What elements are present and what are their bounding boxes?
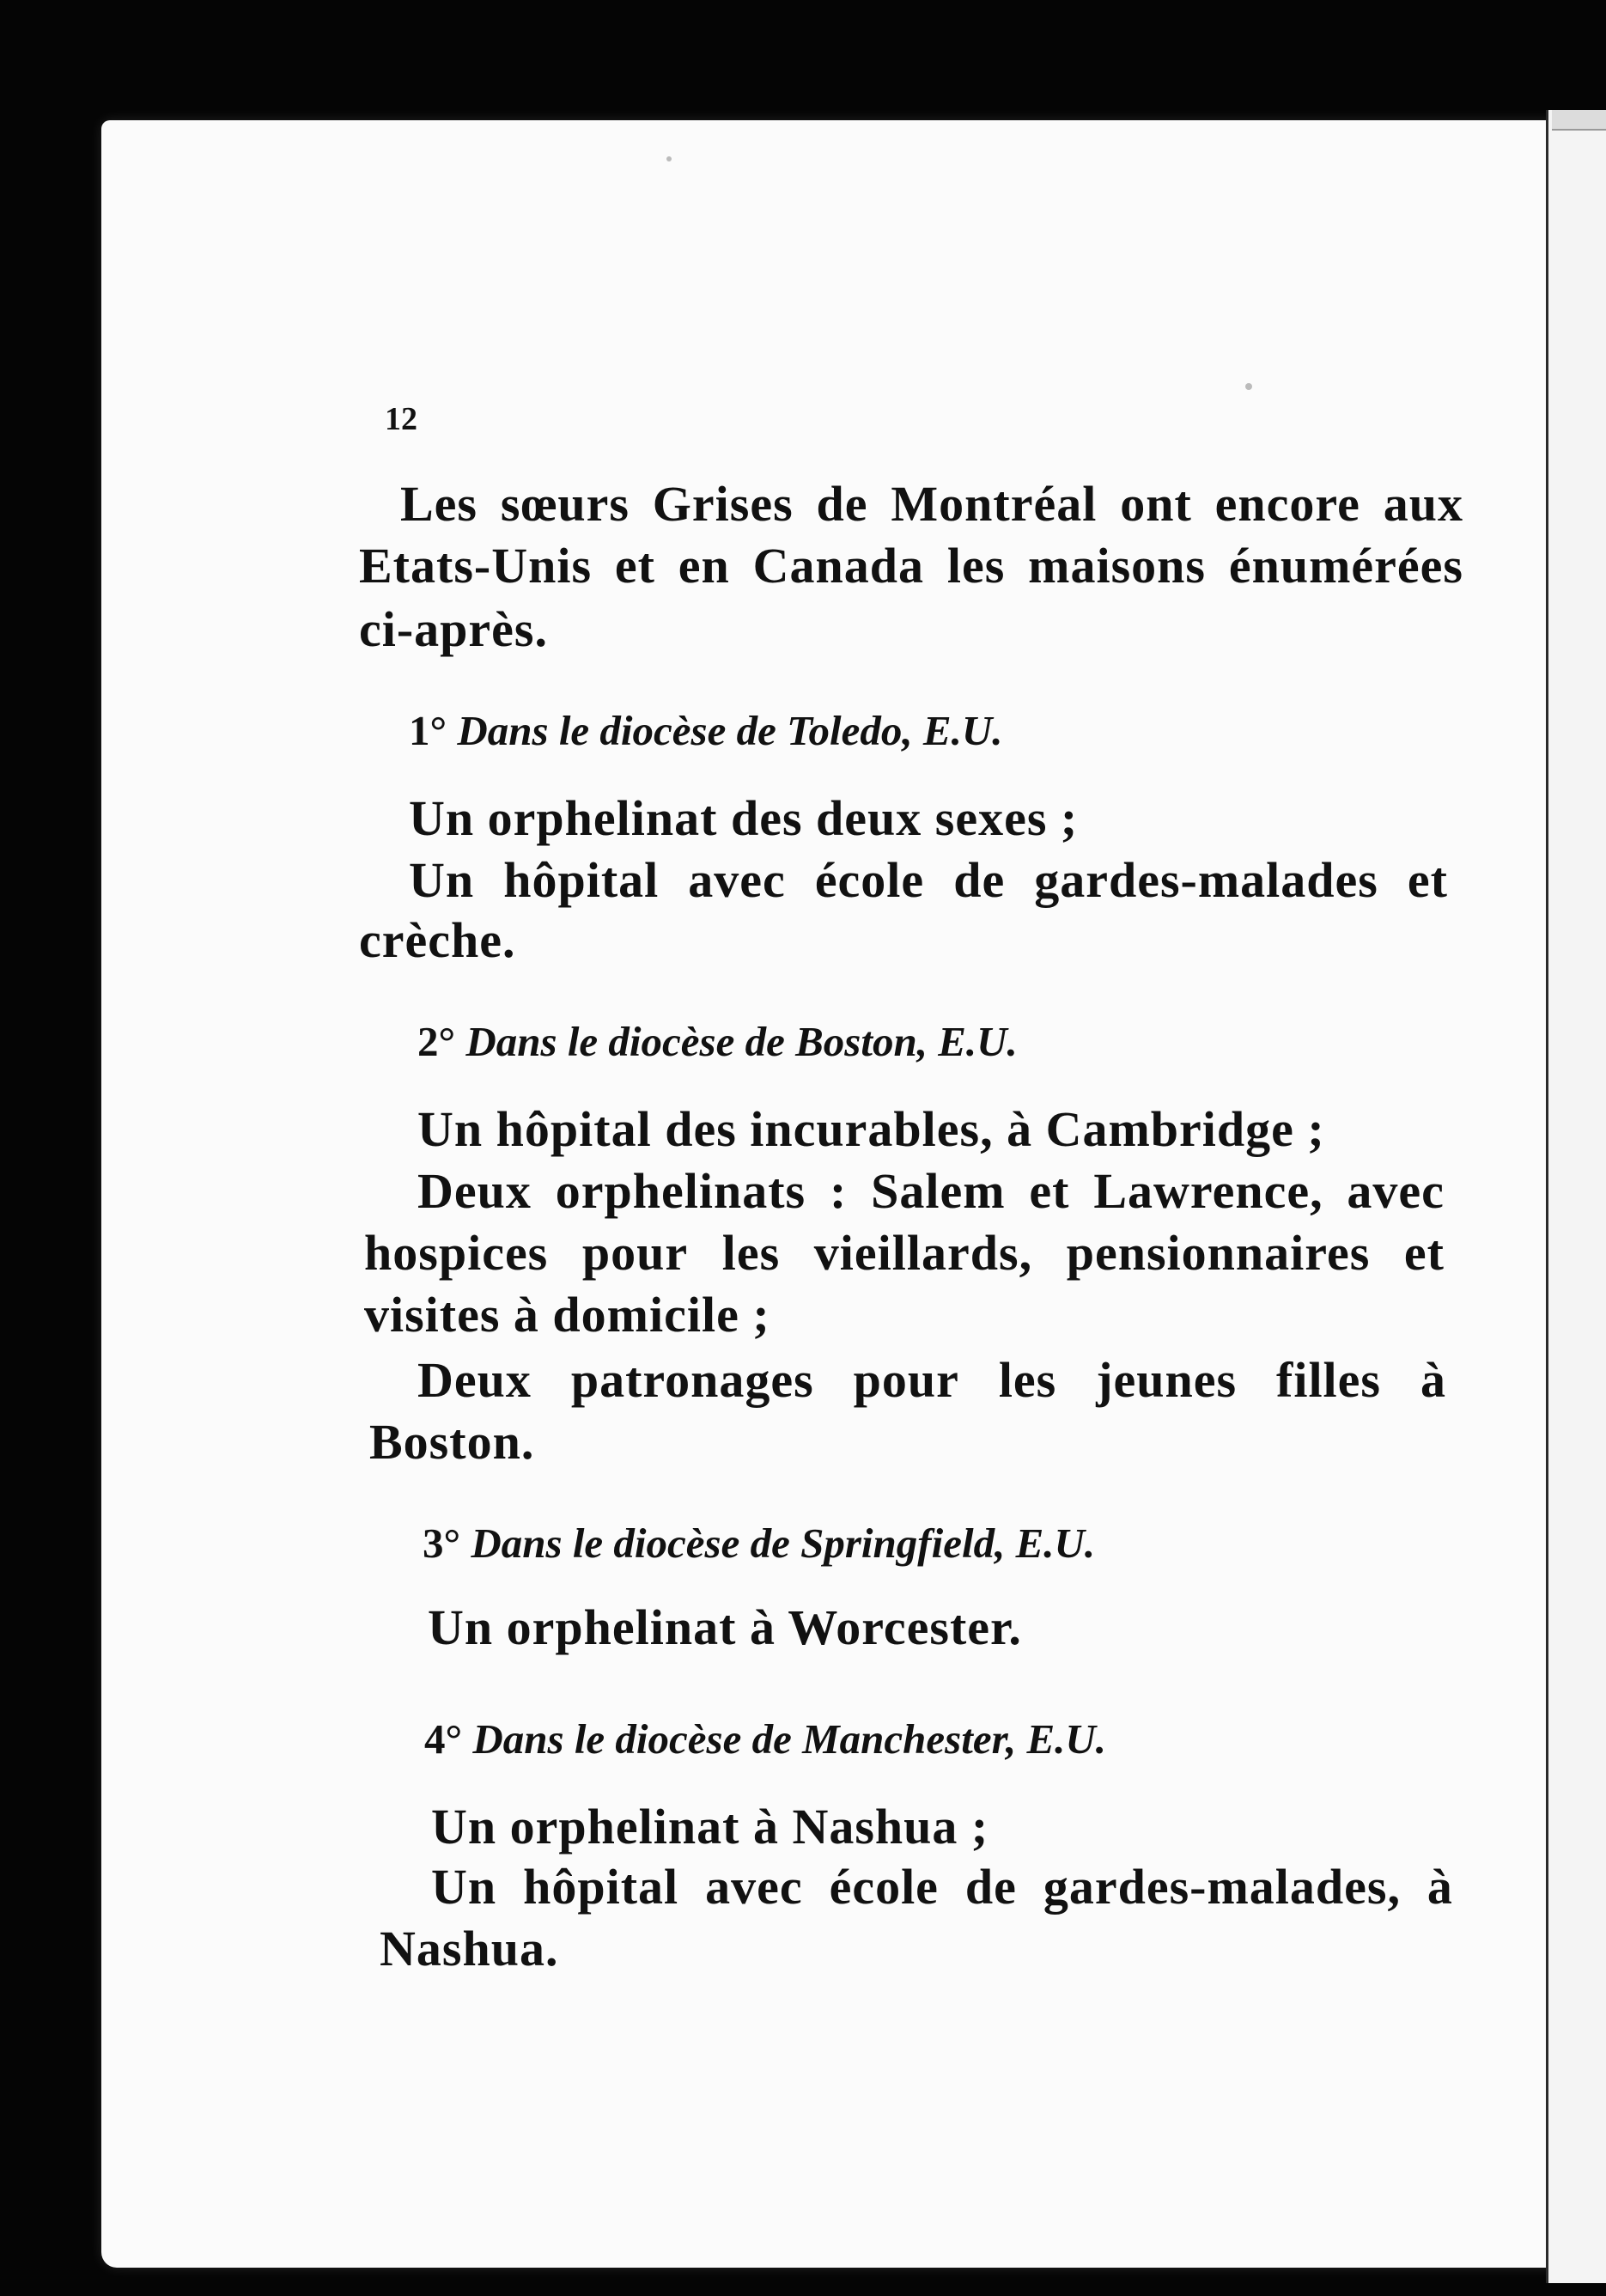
section-1-title: Dans le diocèse de Toledo, E.U. (457, 707, 1003, 754)
word: Etats-Unis (359, 538, 593, 594)
word: Montréal (891, 476, 1098, 532)
word: de (816, 476, 868, 532)
word: hôpital (503, 852, 660, 908)
word: Grises (652, 476, 794, 532)
section-4-heading (424, 1715, 1107, 1763)
word: et (614, 538, 655, 594)
section-2-line-3 (364, 1225, 1445, 1281)
word: ont (1120, 476, 1192, 532)
word: de (964, 1859, 1017, 1915)
word: école (814, 852, 925, 908)
word: maisons (1028, 538, 1206, 594)
word: Un (431, 1859, 497, 1915)
section-3-title: Dans le diocèse de Springfield, E.U. (471, 1520, 1096, 1567)
word: pour (581, 1225, 689, 1281)
section-4-line-2 (431, 1859, 1453, 1915)
section-3-line-1: Un orphelinat à Worcester. (428, 1599, 1022, 1655)
section-3-heading (423, 1520, 1096, 1567)
section-1-line-3: crèche. (359, 912, 516, 968)
word: sœurs (500, 476, 630, 532)
section-1-line-1: Un orphelinat des deux sexes ; (409, 790, 1079, 846)
word: : (829, 1163, 848, 1219)
word: jeunes (1096, 1352, 1238, 1408)
section-4-line-3: Nashua. (380, 1921, 559, 1976)
section-4-ordinal: 4° (424, 1715, 463, 1763)
section-2-title: Dans le diocèse de Boston, E.U. (465, 1018, 1018, 1065)
page-number: 12 (385, 401, 417, 437)
word: gardes-malades, (1043, 1859, 1401, 1915)
word: Salem (871, 1163, 1006, 1219)
word: Un (409, 852, 475, 908)
word: encore (1214, 476, 1360, 532)
word: hospices (364, 1225, 549, 1281)
section-1-line-2 (409, 852, 1448, 908)
word: les (998, 1352, 1057, 1408)
word: patronages (570, 1352, 814, 1408)
word: filles (1276, 1352, 1381, 1408)
word: à (1420, 1352, 1446, 1408)
section-2-line-2 (417, 1163, 1445, 1219)
word: en (678, 538, 730, 594)
section-2-line-5 (417, 1352, 1446, 1408)
section-2-line-1: Un hôpital des incurables, à Cambridge ; (417, 1101, 1325, 1157)
intro-line-1 (400, 476, 1463, 532)
word: aux (1383, 476, 1463, 532)
word: gardes-malades (1034, 852, 1378, 908)
word: vieillards, (813, 1225, 1033, 1281)
word: Canada (752, 538, 925, 594)
word: les (721, 1225, 781, 1281)
section-2-ordinal: 2° (417, 1018, 456, 1065)
word: de (953, 852, 1006, 908)
word: Deux (417, 1163, 532, 1219)
word: énumérées (1228, 538, 1463, 594)
intro-line-3: ci-après. (359, 601, 548, 657)
section-2-heading (417, 1020, 1018, 1063)
word: école (829, 1859, 939, 1915)
section-2-line-6: Boston. (369, 1414, 535, 1470)
section-1-ordinal: 1° (409, 707, 447, 754)
section-4-title: Dans le diocèse de Manchester, E.U. (472, 1715, 1107, 1763)
word: Deux (417, 1352, 532, 1408)
word: et (1407, 852, 1448, 908)
section-4-line-1: Un orphelinat à Nashua ; (431, 1799, 989, 1854)
word: les (946, 538, 1006, 594)
word: orphelinats (555, 1163, 806, 1219)
word: avec (705, 1859, 803, 1915)
section-1-heading (409, 707, 1003, 754)
word: avec (1347, 1163, 1445, 1219)
section-2-line-4: visites à domicile ; (364, 1287, 770, 1343)
word: hôpital (523, 1859, 679, 1915)
word: Lawrence, (1093, 1163, 1323, 1219)
section-3-ordinal: 3° (423, 1520, 461, 1567)
word: avec (688, 852, 786, 908)
word: pensionnaires (1066, 1225, 1371, 1281)
word: et (1403, 1225, 1445, 1281)
intro-line-2 (359, 538, 1463, 594)
word: Les (400, 476, 478, 532)
word: et (1029, 1163, 1070, 1219)
word: à (1427, 1859, 1453, 1915)
word: pour (853, 1352, 959, 1408)
